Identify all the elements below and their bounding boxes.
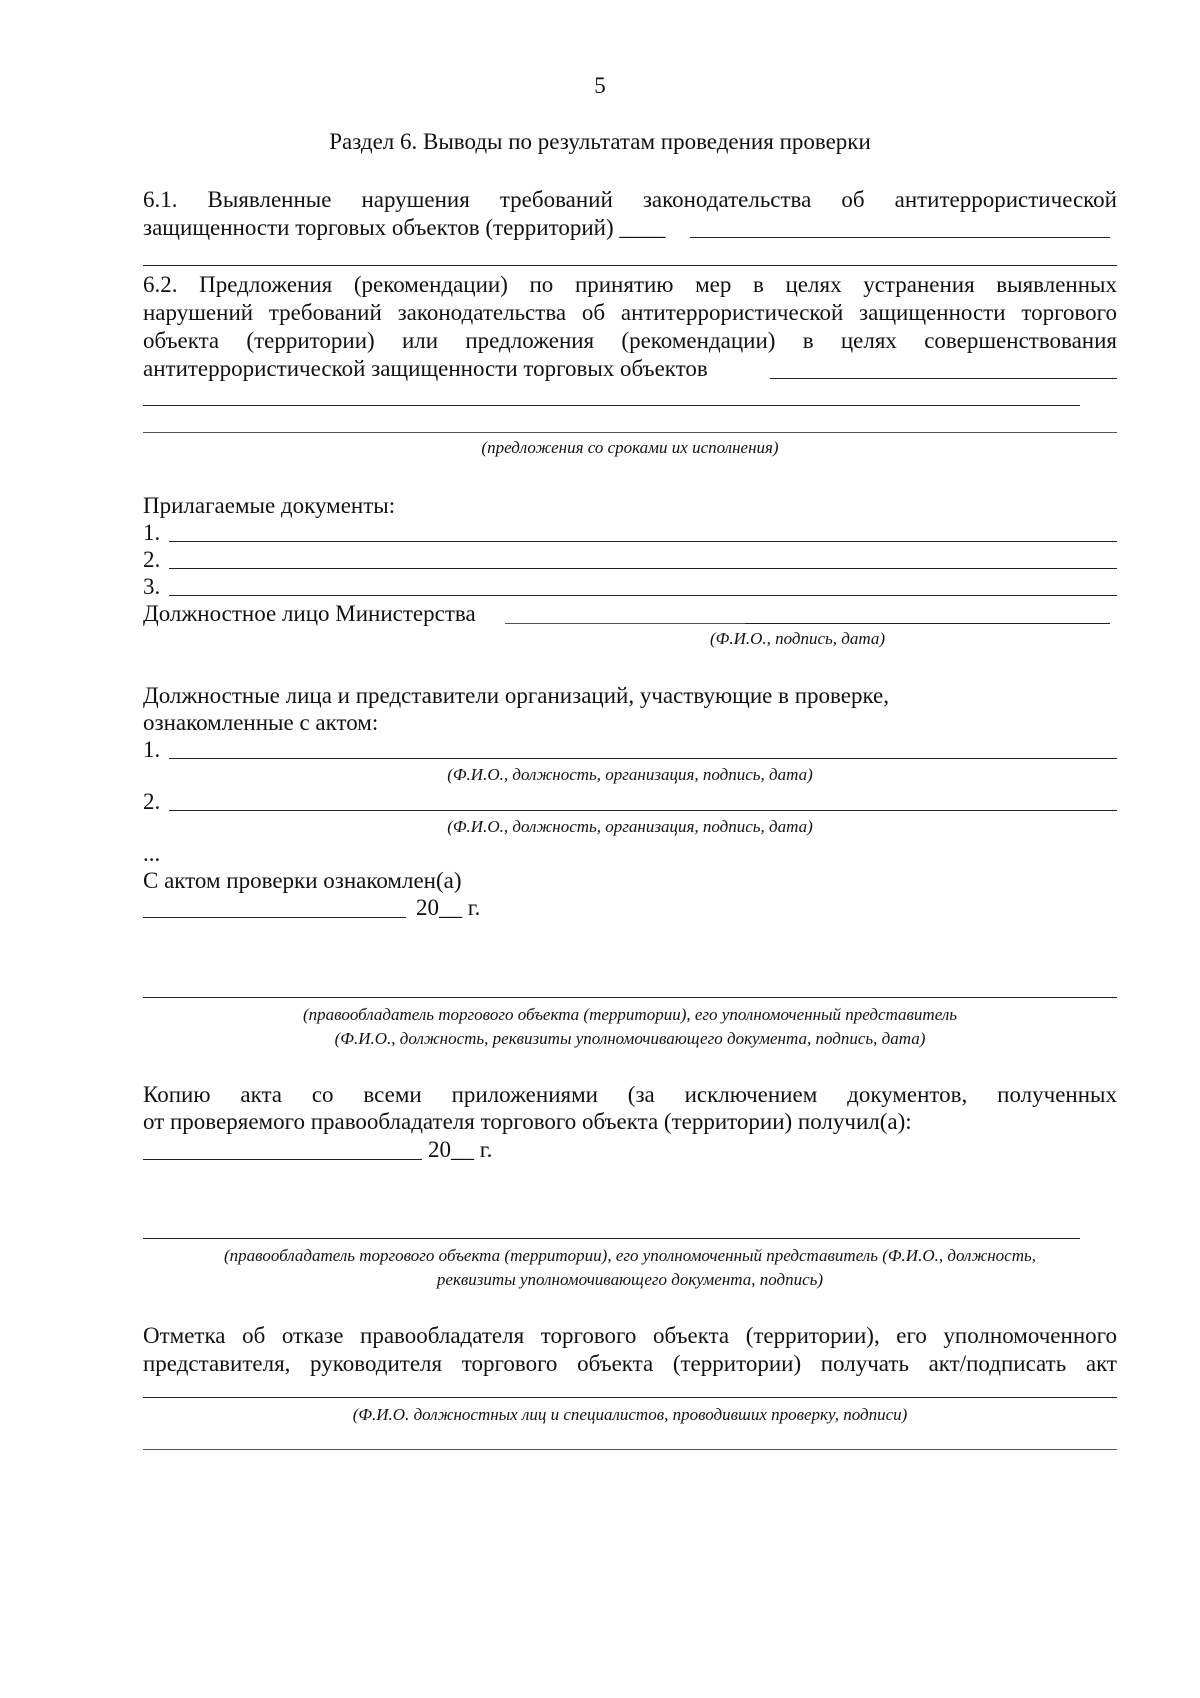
attached-item-2: 2. <box>143 547 161 572</box>
participants-caption-2: (Ф.И.О., должность, организация, подпись, дата) <box>447 817 813 836</box>
refusal-line1: Отметка об отказе правообладателя торгового объекта (территории), его уполномоченного <box>143 1323 1117 1348</box>
participants-line-2 <box>169 810 1117 811</box>
refusal-line2: представителя, руководителя торгового объекта (территории) получать акт/подписать акт <box>143 1351 1117 1376</box>
attached-title: Прилагаемые документы: <box>143 493 396 518</box>
copy-caption-1: (правообладатель торгового объекта (территории), его уполномоченный представитель (Ф.И.О., должность, <box>224 1246 1036 1265</box>
refusal-sign-line <box>143 1397 1117 1398</box>
section-title: Раздел 6. Выводы по результатам проведения проверки <box>329 129 871 154</box>
s61-line1: 6.1. Выявленные нарушения требований законодательства об антитеррористической <box>143 187 1117 212</box>
page-number: 5 <box>594 73 606 98</box>
participants-line1: Должностные лица и представители организаций, участвующие в проверке, <box>143 683 890 708</box>
copy-line2: от проверяемого правообладателя торгового объекта (территории) получил(а): <box>143 1109 912 1134</box>
participants-line2: ознакомленные с актом: <box>143 710 379 735</box>
acquainted-caption-2: (Ф.И.О., должность, реквизиты уполномочивающего документа, подпись, дата) <box>334 1029 926 1048</box>
acquainted-label: С актом проверки ознакомлен(а) <box>143 868 462 893</box>
official-label: Должностное лицо Министерства <box>143 601 476 626</box>
copy-sign-line <box>143 1238 1080 1239</box>
copy-line1: Копию акта со всеми приложениями (за исключением документов, полученных <box>143 1082 1117 1107</box>
acquainted-caption-1: (правообладатель торгового объекта (территории), его уполномоченный представитель <box>303 1005 957 1024</box>
acquainted-year: 20__ г. <box>416 895 481 920</box>
s62-line1: 6.2. Предложения (рекомендации) по принятию мер в целях устранения выявленных <box>143 272 1117 297</box>
official-line-a <box>505 623 745 624</box>
copy-caption-2: реквизиты уполномочивающего документа, подпись) <box>436 1270 824 1289</box>
refusal-caption: (Ф.И.О. должностных лиц и специалистов, проводивших проверку, подписи) <box>352 1405 908 1424</box>
s62-line2: нарушений требований законодательства об антитеррористической защищенности торгового <box>143 300 1117 325</box>
attached-line-2 <box>169 568 1117 569</box>
copy-date-line <box>143 1159 422 1160</box>
attached-line-3 <box>169 595 1117 596</box>
attached-item-3: 3. <box>143 574 161 599</box>
s62-fill-line <box>770 378 1117 379</box>
participants-ellipsis: ... <box>143 841 161 866</box>
participants-item-2: 2. <box>143 789 161 814</box>
official-line-b <box>745 623 1110 624</box>
s61-fill-line-2 <box>143 265 1117 266</box>
refusal-bottom-line <box>143 1449 1117 1450</box>
participants-item-1: 1. <box>143 737 161 762</box>
attached-line-1 <box>169 541 1117 542</box>
s62-fill-line-2 <box>143 405 1080 406</box>
acquainted-date-line <box>143 917 406 918</box>
s61-fill-line <box>690 237 1110 238</box>
attached-item-1: 1. <box>143 520 161 545</box>
s62-fill-line-3 <box>143 432 1117 433</box>
copy-year: 20__ г. <box>428 1137 493 1162</box>
s62-line4: антитеррористической защищенности торговых объектов <box>143 356 708 381</box>
s62-caption: (предложения со сроками их исполнения) <box>481 438 779 457</box>
s62-line3: объекта (территории) или предложения (рекомендации) в целях совершенствования <box>143 328 1117 353</box>
participants-caption-1: (Ф.И.О., должность, организация, подпись, дата) <box>447 765 813 784</box>
official-caption: (Ф.И.О., подпись, дата) <box>710 629 886 648</box>
s61-line2: защищенности торговых объектов (территорий) ____ <box>143 215 666 240</box>
participants-line-1 <box>169 758 1117 759</box>
acquainted-sign-line <box>143 997 1117 998</box>
